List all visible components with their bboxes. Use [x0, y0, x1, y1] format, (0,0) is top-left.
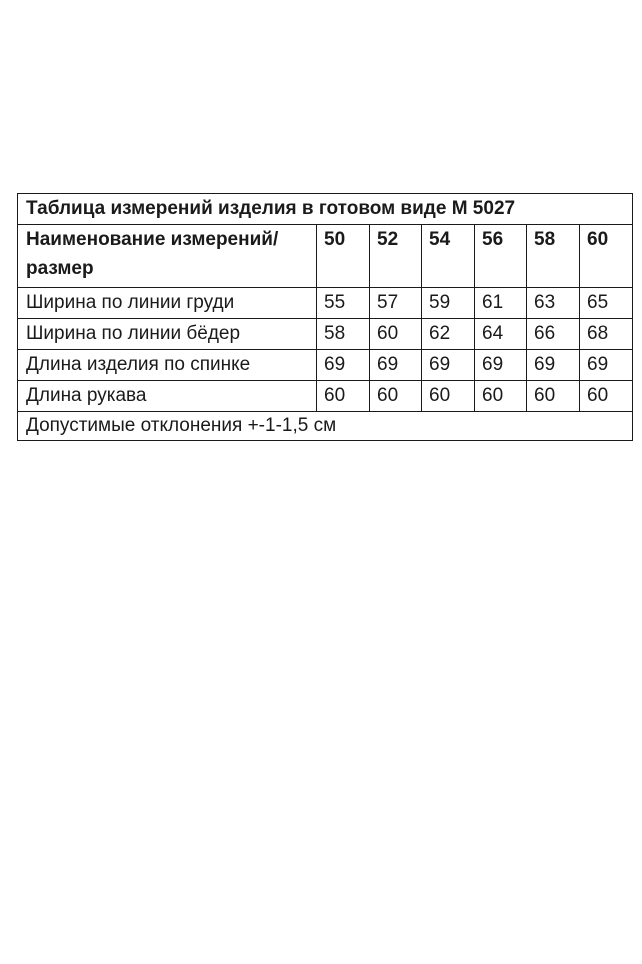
value-cell: 58 — [317, 319, 370, 350]
row-label: Длина изделия по спинке — [18, 350, 317, 381]
row-label: Ширина по линии бёдер — [18, 319, 317, 350]
table-row — [18, 319, 633, 350]
value-cell: 60 — [370, 381, 422, 412]
header-row — [18, 225, 633, 288]
size-header-cell: 58 — [527, 225, 580, 288]
table-row — [18, 288, 633, 319]
value-cell: 61 — [475, 288, 527, 319]
size-header-cell: 52 — [370, 225, 422, 288]
value-cell: 60 — [580, 381, 633, 412]
table-row — [18, 350, 633, 381]
title-row — [18, 194, 633, 225]
table-title: Таблица измерений изделия в готовом виде М 5027 — [18, 194, 633, 225]
value-cell: 69 — [580, 350, 633, 381]
value-cell: 60 — [475, 381, 527, 412]
size-header-cell: 56 — [475, 225, 527, 288]
value-cell: 57 — [370, 288, 422, 319]
value-cell: 60 — [370, 319, 422, 350]
table-row — [18, 381, 633, 412]
value-cell: 69 — [422, 350, 475, 381]
value-cell: 65 — [580, 288, 633, 319]
header-label: Наименование измерений/размер — [18, 225, 317, 288]
value-cell: 63 — [527, 288, 580, 319]
value-cell: 60 — [422, 381, 475, 412]
value-cell: 69 — [527, 350, 580, 381]
value-cell: 55 — [317, 288, 370, 319]
value-cell: 60 — [317, 381, 370, 412]
tolerance-note: Допустимые отклонения +-1-1,5 см — [18, 412, 633, 441]
size-header-cell: 50 — [317, 225, 370, 288]
measurements-table — [17, 193, 633, 441]
size-header-cell: 60 — [580, 225, 633, 288]
value-cell: 69 — [370, 350, 422, 381]
value-cell: 66 — [527, 319, 580, 350]
value-cell: 60 — [527, 381, 580, 412]
row-label: Длина рукава — [18, 381, 317, 412]
row-label: Ширина по линии груди — [18, 288, 317, 319]
note-row — [18, 412, 633, 441]
value-cell: 59 — [422, 288, 475, 319]
value-cell: 68 — [580, 319, 633, 350]
size-header-cell: 54 — [422, 225, 475, 288]
value-cell: 69 — [475, 350, 527, 381]
value-cell: 62 — [422, 319, 475, 350]
value-cell: 64 — [475, 319, 527, 350]
value-cell: 69 — [317, 350, 370, 381]
